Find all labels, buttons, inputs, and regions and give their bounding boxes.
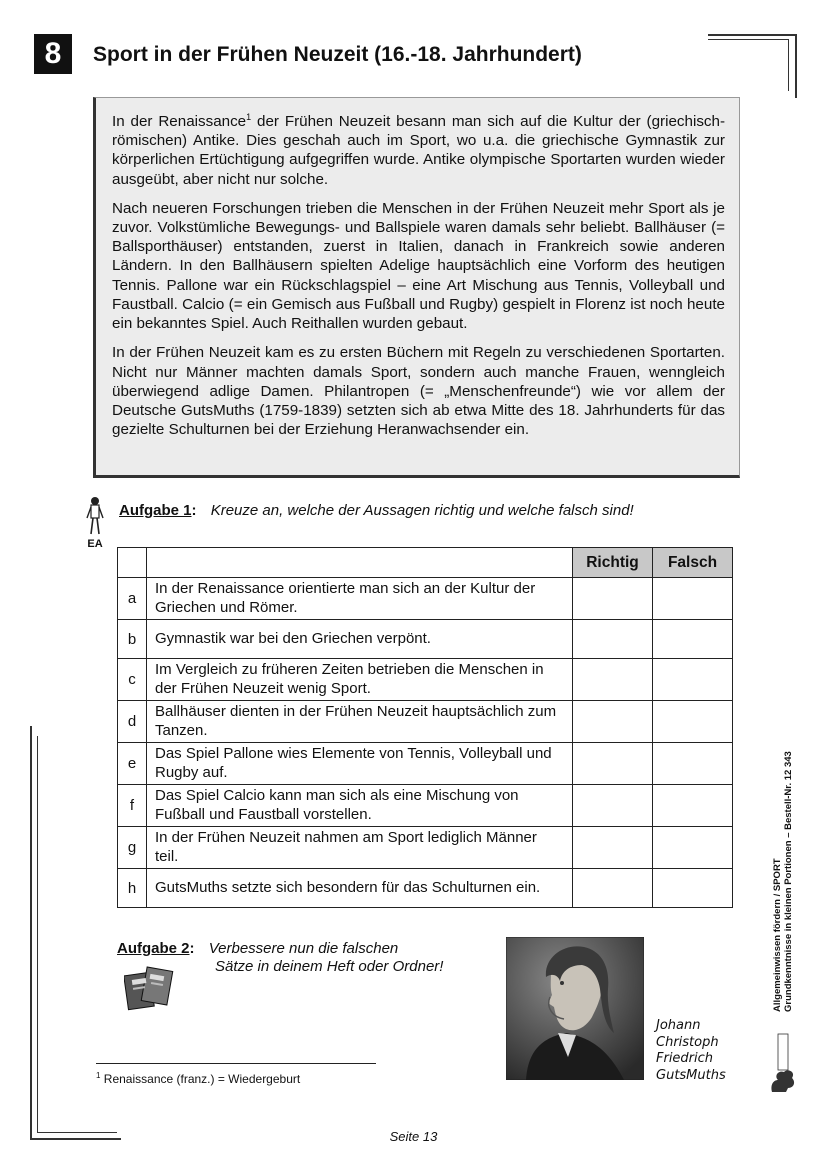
table-row	[118, 785, 733, 827]
ea-label: EA	[87, 538, 103, 550]
footnote-marker: 1	[246, 112, 252, 122]
row-statement: Gymnastik war bei den Griechen verpönt.	[147, 620, 573, 659]
checkbox-richtig[interactable]	[573, 620, 653, 659]
header-letter	[118, 548, 147, 578]
task-2-label: Aufgabe 2	[117, 940, 190, 957]
checkbox-richtig[interactable]	[573, 743, 653, 785]
row-statement: GutsMuths setzte sich besondern für das Schulturnen ein.	[147, 869, 573, 908]
checkbox-falsch[interactable]	[653, 869, 733, 908]
checkbox-falsch[interactable]	[653, 785, 733, 827]
checkbox-falsch[interactable]	[653, 578, 733, 620]
header-statement	[147, 548, 573, 578]
row-letter: g	[118, 827, 147, 869]
checkbox-richtig[interactable]	[573, 869, 653, 908]
table-row	[118, 578, 733, 620]
table-row	[118, 701, 733, 743]
page-title: Sport in der Frühen Neuzeit (16.-18. Jahrhundert)	[93, 43, 582, 66]
checkbox-richtig[interactable]	[573, 659, 653, 701]
row-letter: d	[118, 701, 147, 743]
task-2-instruction-line-1: Verbessere nun die falschen	[208, 940, 399, 957]
true-false-table	[117, 547, 733, 908]
person-icon	[84, 496, 106, 536]
page-number: Seite 13	[389, 1129, 438, 1144]
row-letter: c	[118, 659, 147, 701]
chapter-number: 8	[34, 34, 72, 74]
table-row	[118, 827, 733, 869]
table-row	[118, 869, 733, 908]
table-header-row	[118, 548, 733, 578]
intro-paragraph-3: In der Frühen Neuzeit kam es zu ersten Büchern mit Regeln zu verschiedenen Sportarten. Nicht nur Männer machten damals Sport, sondern auch manche Frauen, wenngleich überwiegend adlige Damen. Philantropen (= „Menschenfreunde“) wie vor allem der Deutsche GutsMuths (1759-1839) setzten sich ab etwa Mitte des 18. Jahrhunderts für das gezielte Schulturnen bei der Erziehung Heranwachsender ein.	[112, 344, 725, 439]
table-row	[118, 659, 733, 701]
corner-line-top-v	[795, 34, 797, 98]
checkbox-richtig[interactable]	[573, 827, 653, 869]
row-letter: e	[118, 743, 147, 785]
row-letter: h	[118, 869, 147, 908]
row-statement: Ballhäuser dienten in der Frühen Neuzeit hauptsächlich zum Tanzen.	[147, 701, 573, 743]
checkbox-falsch[interactable]	[653, 827, 733, 869]
checkbox-richtig[interactable]	[573, 785, 653, 827]
checkbox-falsch[interactable]	[653, 743, 733, 785]
corner-line-top-h	[708, 34, 796, 36]
task-1-instruction: Kreuze an, welche der Aussagen richtig und welche falsch sind!	[210, 502, 634, 519]
row-statement: In der Frühen Neuzeit nahmen am Sport lediglich Männer teil.	[147, 827, 573, 869]
intro-text-box	[93, 97, 740, 478]
header-falsch: Falsch	[653, 548, 733, 578]
header-richtig: Richtig	[573, 548, 653, 578]
task-1: Aufgabe 1: Kreuze an, welche der Aussagen richtig und welche falsch sind!	[119, 502, 634, 519]
row-statement: In der Renaissance orientierte man sich an der Kultur der Griechen und Römer.	[147, 578, 573, 620]
corner-line-top-v2	[788, 39, 789, 91]
task-2: Aufgabe 2: Verbessere nun die falschen	[117, 940, 399, 957]
row-letter: b	[118, 620, 147, 659]
portrait-caption: Johann Christoph Friedrich GutsMuths	[656, 1018, 726, 1083]
task-2-instruction-line-2: Sätze in deinem Heft oder Ordner!	[215, 958, 444, 975]
corner-line-bottom-v	[30, 726, 32, 1139]
intro-paragraph-1: In der Renaissance$^1$ der Frühen Neuzeit besann man sich auf die Kultur der (griechisch-römischen) Antike. Dies geschah auch im Sport, wo u.a. die griechische Gymnastik zur körperlichen Ertüchtigung aufgegriffen wurde. Antike olympische Sportarten wurden wieder ausgeübt, aber nicht nur solche.	[112, 112, 726, 188]
checkbox-falsch[interactable]	[653, 659, 733, 701]
row-letter: a	[118, 578, 147, 620]
task-1-label: Aufgabe 1	[119, 502, 192, 519]
footnote-divider	[96, 1063, 376, 1064]
table-row	[118, 743, 733, 785]
checkbox-richtig[interactable]	[573, 701, 653, 743]
row-statement: Das Spiel Calcio kann man sich als eine Mischung von Fußball und Faustball vorstellen.	[147, 785, 573, 827]
gutsmuths-portrait	[506, 937, 644, 1080]
corner-line-bottom-v2	[37, 736, 38, 1132]
footnote: $^1$ Renaissance (franz.) = Wiedergeburt	[96, 1071, 301, 1086]
corner-line-top-h2	[708, 39, 788, 40]
table-row	[118, 620, 733, 659]
row-statement: Im Vergleich zu früheren Zeiten betrieben die Menschen in der Frühen Neuzeit wenig Sport.	[147, 659, 573, 701]
checkbox-falsch[interactable]	[653, 620, 733, 659]
publisher-side-text: Allgemeinwissen fördern / SPORT Grundkenntnisse in kleinen Portionen – Bestell-Nr. 12 343	[772, 751, 794, 1012]
intro-paragraph-2: Nach neueren Forschungen trieben die Menschen in der Frühen Neuzeit mehr Sport als je zuvor. Volkstümliche Bewegungs- und Ballspiele waren damals sehr beliebt. Ballhäuser (= Ballsporthäuser) entstanden, zuerst in Italien, danach in Frankreich sowie anderen Ländern. In den Ballhäusern spielten Adelige hauptsächlich eine Vorform des heutigen Tennis. Pallone war ein Rückschlagspiel – eine Art Mischung aus Tennis, Volleyball und Faustball. Calcio (= ein Gemisch aus Fußball und Rugby) gespielt in Florenz ist noch heute ein bekanntes Spiel. Auch Reithallen wurden gebaut.	[112, 199, 725, 333]
checkbox-richtig[interactable]	[573, 578, 653, 620]
publisher-logo-icon	[768, 1030, 796, 1092]
checkbox-falsch[interactable]	[653, 701, 733, 743]
row-statement: Das Spiel Pallone wies Elemente von Tennis, Volleyball und Rugby auf.	[147, 743, 573, 785]
row-letter: f	[118, 785, 147, 827]
notebook-icon	[124, 965, 174, 1011]
